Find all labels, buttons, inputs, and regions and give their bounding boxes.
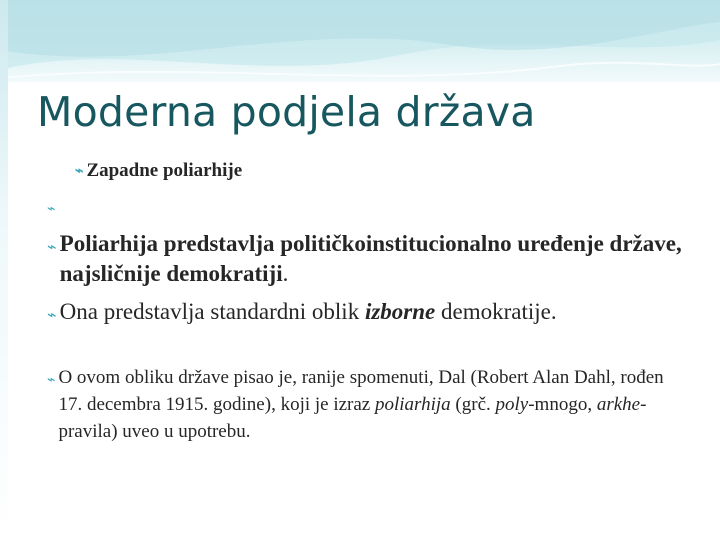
- slide-title: Moderna podjela država: [37, 88, 536, 136]
- header-decoration-band: [0, 0, 720, 82]
- side-decoration-band: [0, 0, 8, 540]
- bullet-izborne: [47, 296, 687, 331]
- paragraph-dahl-d: -pravila) uveo u upotrebu.: [58, 394, 647, 442]
- bullet-sub-heading: [75, 160, 242, 182]
- paragraph-izborne-italic: izborne: [364, 299, 436, 324]
- paragraph-izborne: [60, 296, 557, 327]
- paragraph-dahl-c: -mnogo,: [528, 394, 597, 415]
- swirl-bullet-icon: ⌁: [47, 307, 57, 324]
- swirl-bullet-icon: ⌁: [47, 202, 56, 217]
- term-poly: poly: [495, 394, 529, 415]
- paragraph-dahl-a: O ovom obliku države pisao je, ranije spomenuti, Dal (Robert Alan Dahl, rođen 17. decembra 1915. godine), koji je izraz: [58, 367, 664, 415]
- swirl-bullet-icon: ⌁: [75, 164, 84, 179]
- paragraph-poliarhija-bold: Poliarhija predstavlja političkoinstitucionalno uređenje države, najsličnije demokratiji: [59, 231, 682, 286]
- term-arkhe: arkhe: [596, 394, 641, 415]
- paragraph-izborne-end: demokratije.: [435, 299, 557, 324]
- bullet-poliarhija: [47, 229, 687, 289]
- swirl-bullet-icon: ⌁: [47, 239, 57, 256]
- bullet-dahl: [47, 364, 687, 445]
- swirl-bullet-icon: ⌁: [47, 373, 56, 388]
- term-poliarhija: poliarhija: [375, 394, 451, 415]
- wave-decoration: [0, 0, 720, 82]
- paragraph-dahl-b: (grč.: [450, 394, 496, 415]
- paragraph-dahl: [58, 364, 687, 445]
- paragraph-poliarhija-end: .: [282, 261, 289, 286]
- paragraph-izborne-start: Ona predstavlja standardni oblik: [59, 299, 365, 324]
- sub-heading-text: Zapadne poliarhije: [86, 160, 243, 181]
- paragraph-poliarhija: [60, 229, 687, 289]
- bullet-empty: [47, 197, 55, 218]
